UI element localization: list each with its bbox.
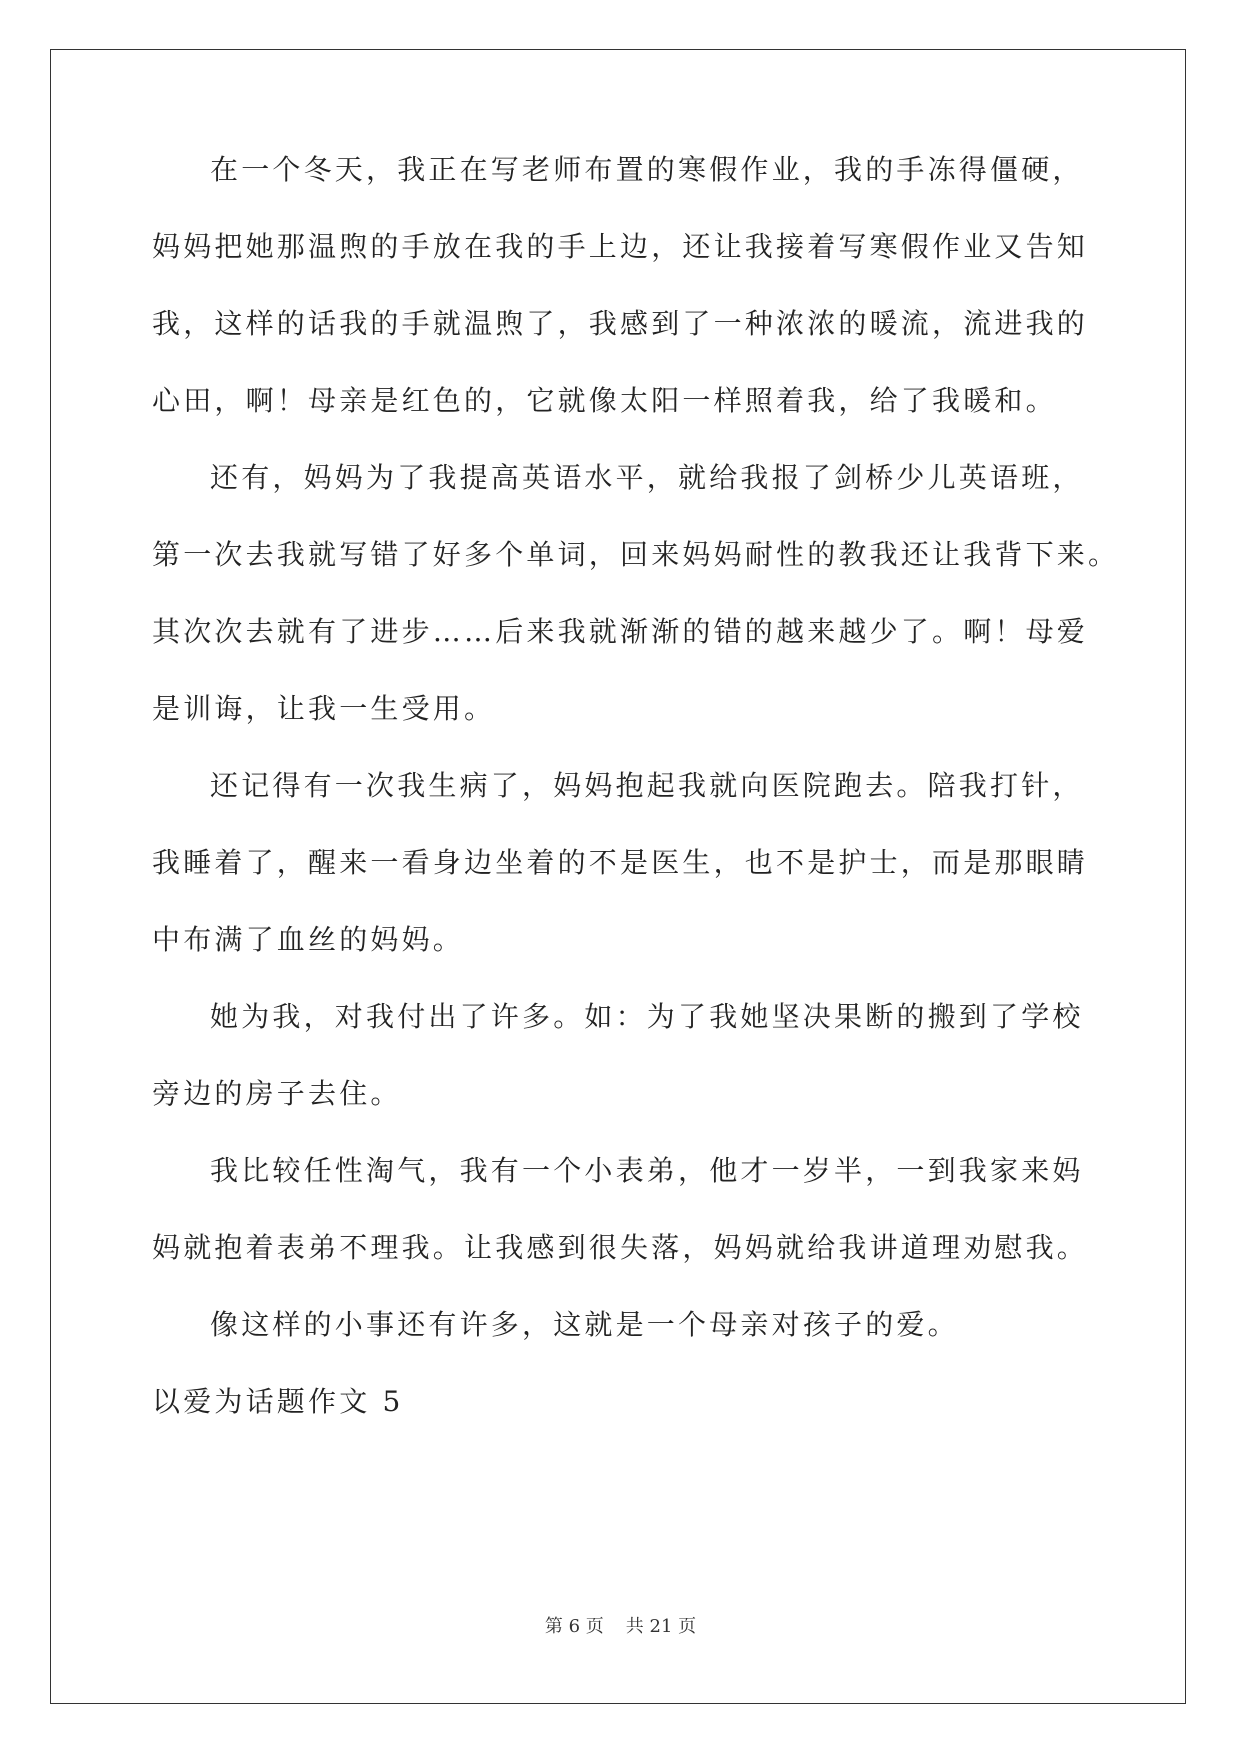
paragraph-6-line-1: 像这样的小事还有许多，这就是一个母亲对孩子的爱。 [210,1308,959,1341]
paragraph-2-line-1: 还有，妈妈为了我提高英语水平，就给我报了剑桥少儿英语班， [210,461,1084,494]
total-pages-label: 共 21 页 [625,1616,697,1637]
paragraph-4-line-2: 旁边的房子去住。 [152,1077,402,1110]
paragraph-2-line-4: 是训诲，让我一生受用。 [152,692,496,725]
paragraph-5-line-2: 妈就抱着表弟不理我。让我感到很失落，妈妈就给我讲道理劝慰我。 [152,1231,1089,1264]
paragraph-3-line-2: 我睡着了，醒来一看身边坐着的不是医生，也不是护士，而是那眼睛 [152,846,1089,879]
paragraph-3-line-1: 还记得有一次我生病了，妈妈抱起我就向医院跑去。陪我打针， [210,769,1084,802]
current-page-label: 第 6 页 [544,1616,604,1637]
paragraph-5-line-1: 我比较任性淘气，我有一个小表弟，他才一岁半，一到我家来妈 [210,1154,1084,1187]
paragraph-4-line-1: 她为我，对我付出了许多。如：为了我她坚决果断的搬到了学校 [210,1000,1084,1033]
paragraph-1-line-3: 我，这样的话我的手就温煦了，我感到了一种浓浓的暖流，流进我的 [152,307,1089,340]
paragraph-2-line-2: 第一次去我就写错了好多个单词，回来妈妈耐性的教我还让我背下来。 [152,538,1120,571]
paragraph-1-line-1: 在一个冬天，我正在写老师布置的寒假作业，我的手冻得僵硬， [210,153,1084,186]
paragraph-2-line-3: 其次次去就有了进步……后来我就渐渐的错的越来越少了。啊！母爱 [152,615,1089,648]
paragraph-1-line-4: 心田，啊！母亲是红色的，它就像太阳一样照着我，给了我暖和。 [152,384,1057,417]
page-footer [0,1616,1241,1638]
paragraph-1-line-2: 妈妈把她那温煦的手放在我的手上边，还让我接着写寒假作业又告知 [152,230,1089,263]
section-heading: 以爱为话题作文 5 [152,1385,404,1418]
paragraph-3-line-3: 中布满了血丝的妈妈。 [152,923,465,956]
